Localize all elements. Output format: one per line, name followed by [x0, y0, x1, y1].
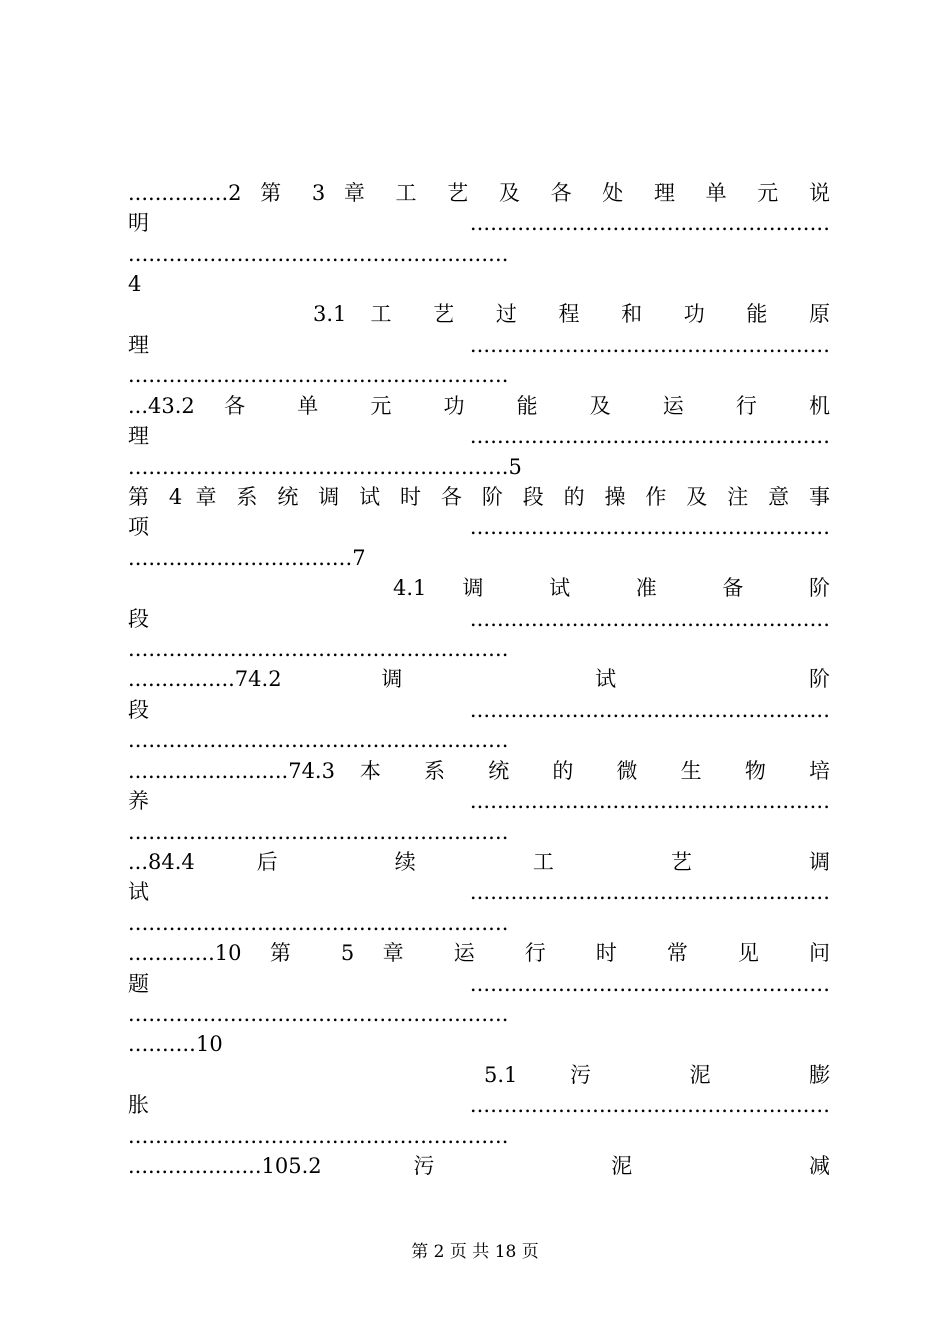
- toc-line: 第 4 章 系 统 调 试 时 各 阶 段 的 操 作 及 注 意 事: [128, 485, 830, 509]
- page-footer: 第 2 页 共 18 页: [411, 1242, 539, 1262]
- toc-line: ...43.2 各 单 元 功 能 及 运 行 机: [128, 394, 830, 418]
- toc-line: 题.....................................................: [128, 972, 830, 996]
- toc-line: ........................................................: [128, 1124, 509, 1148]
- toc-line: ........................................................: [128, 242, 509, 266]
- toc-line: ..........10: [128, 1032, 223, 1056]
- toc-line: 3.1 工 艺 过 程 和 功 能 原: [313, 302, 830, 326]
- toc-line: 理.....................................................: [128, 424, 830, 448]
- toc-line: 5.1 污 泥 膨: [484, 1063, 830, 1087]
- toc-line: 胀.....................................................: [128, 1093, 830, 1117]
- toc-line: ........................................................: [128, 637, 509, 661]
- toc-line: 试.....................................................: [128, 880, 830, 904]
- toc-line: ................74.2 调 试 阶: [128, 667, 830, 691]
- toc-line: .............10 第 5 章 运 行 时 常 见 问: [128, 941, 830, 965]
- toc-line: ...84.4 后 续 工 艺 调: [128, 850, 830, 874]
- toc-line: ........................................................5: [128, 455, 523, 479]
- toc-line: ........................................................: [128, 363, 509, 387]
- toc-line: .................................7: [128, 546, 366, 570]
- toc-line: 项.....................................................: [128, 515, 830, 539]
- toc-line: ........................74.3 本 系 统 的 微 生 物 培: [128, 759, 830, 783]
- toc-line: ...............2 第 3 章 工 艺 及 各 处 理 单 元 说: [128, 181, 830, 205]
- toc-line: ........................................................: [128, 1002, 509, 1026]
- toc-line: ........................................................: [128, 820, 509, 844]
- toc-line: ........................................................: [128, 911, 509, 935]
- toc-line: 养.....................................................: [128, 789, 830, 813]
- toc-line: ........................................................: [128, 728, 509, 752]
- toc-line: 4: [128, 272, 142, 296]
- toc-line: 明.....................................................: [128, 211, 830, 235]
- toc-line: 段.....................................................: [128, 607, 830, 631]
- toc-line: ....................105.2 污 泥 减: [128, 1154, 830, 1178]
- toc-line: 段.....................................................: [128, 698, 830, 722]
- toc-line: 理.....................................................: [128, 333, 830, 357]
- toc-line: 4.1 调 试 准 备 阶: [393, 576, 830, 600]
